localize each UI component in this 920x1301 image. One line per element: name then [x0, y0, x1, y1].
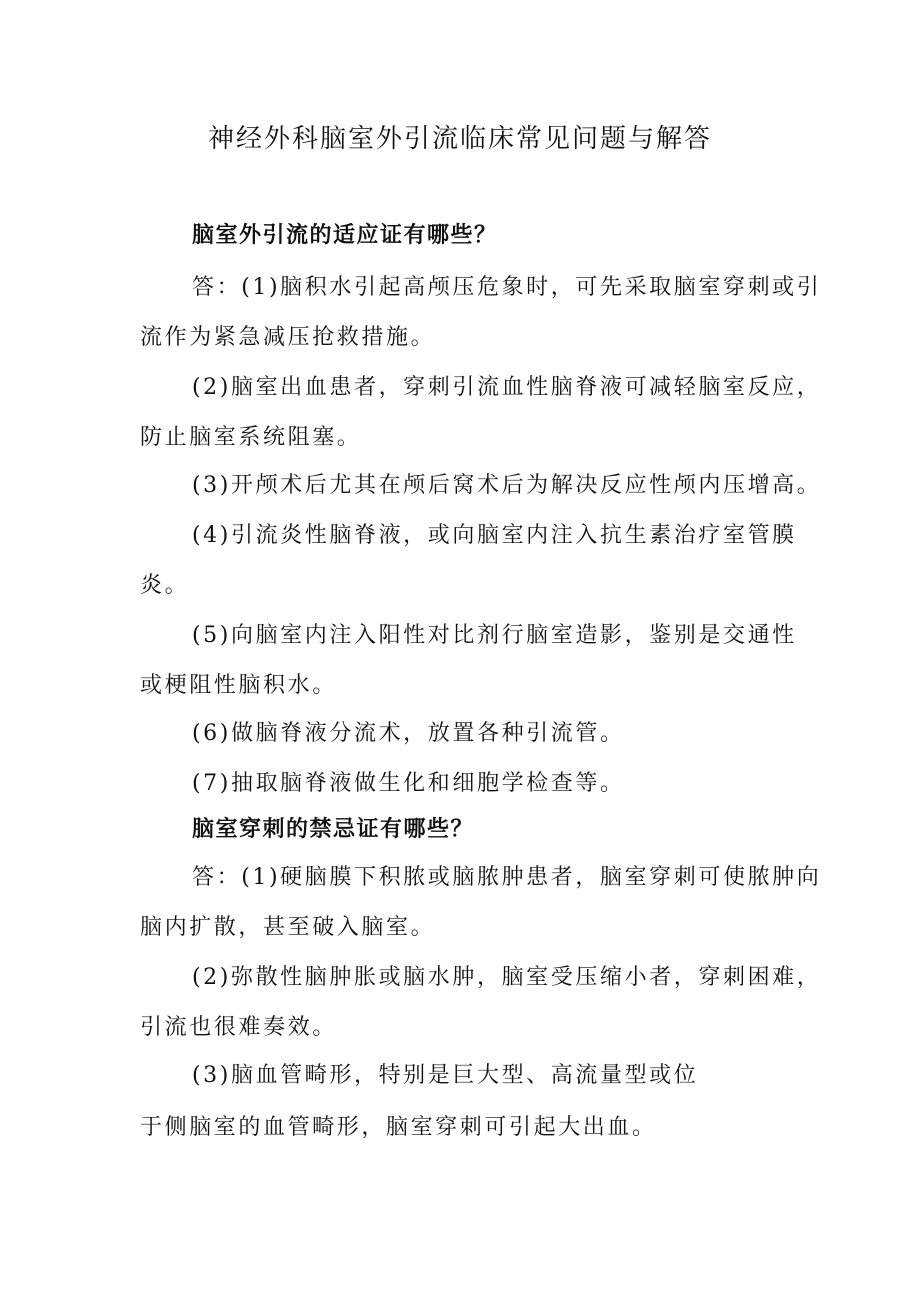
section1-line-11: (7)抽取脑脊液做生化和细胞学检查等。	[192, 771, 625, 796]
section1-line-4: 防止脑室系统阻塞。	[140, 425, 362, 450]
section2-line-4: 引流也很难奏效。	[140, 1015, 337, 1040]
section2-line-6: 于侧脑室的血管畸形，脑室穿刺可引起大出血。	[140, 1115, 657, 1140]
section1-line-7: 炎。	[140, 573, 190, 598]
section1-line-8: (5)向脑室内注入阳性对比剂行脑室造影，鉴别是交通性	[192, 623, 797, 648]
section2-question: 脑室穿刺的禁忌证有哪些？	[192, 817, 475, 842]
document-title: 神经外科脑室外引流临床常见问题与解答	[207, 124, 712, 154]
section1-line-6: (4)引流炎性脑脊液，或向脑室内注入抗生素治疗室管膜	[192, 523, 797, 548]
section1-question: 脑室外引流的适应证有哪些？	[192, 223, 498, 248]
section2-line-3: (2)弥散性脑肿胀或脑水肿，脑室受压缩小者，穿刺困难，	[192, 965, 822, 990]
section2-line-5: (3)脑血管畸形，特别是巨大型、高流量型或位	[192, 1063, 699, 1088]
section1-line-3: (2)脑室出血患者，穿刺引流血性脑脊液可减轻脑室反应，	[192, 375, 822, 400]
section1-line-1: 答：(1)脑积水引起高颅压危象时，可先采取脑室穿刺或引	[192, 275, 822, 300]
section1-line-5: (3)开颅术后尤其在颅后窝术后为解决反应性颅内压增高。	[192, 473, 822, 498]
section1-line-10: (6)做脑脊液分流术，放置各种引流管。	[192, 721, 625, 746]
section1-line-2: 流作为紧急减压抢救措施。	[140, 325, 436, 350]
section2-line-2: 脑内扩散，甚至破入脑室。	[140, 915, 436, 940]
section1-line-9: 或梗阻性脑积水。	[140, 673, 337, 698]
section2-line-1: 答：(1)硬脑膜下积脓或脑脓肿患者，脑室穿刺可使脓肿向	[192, 865, 822, 890]
